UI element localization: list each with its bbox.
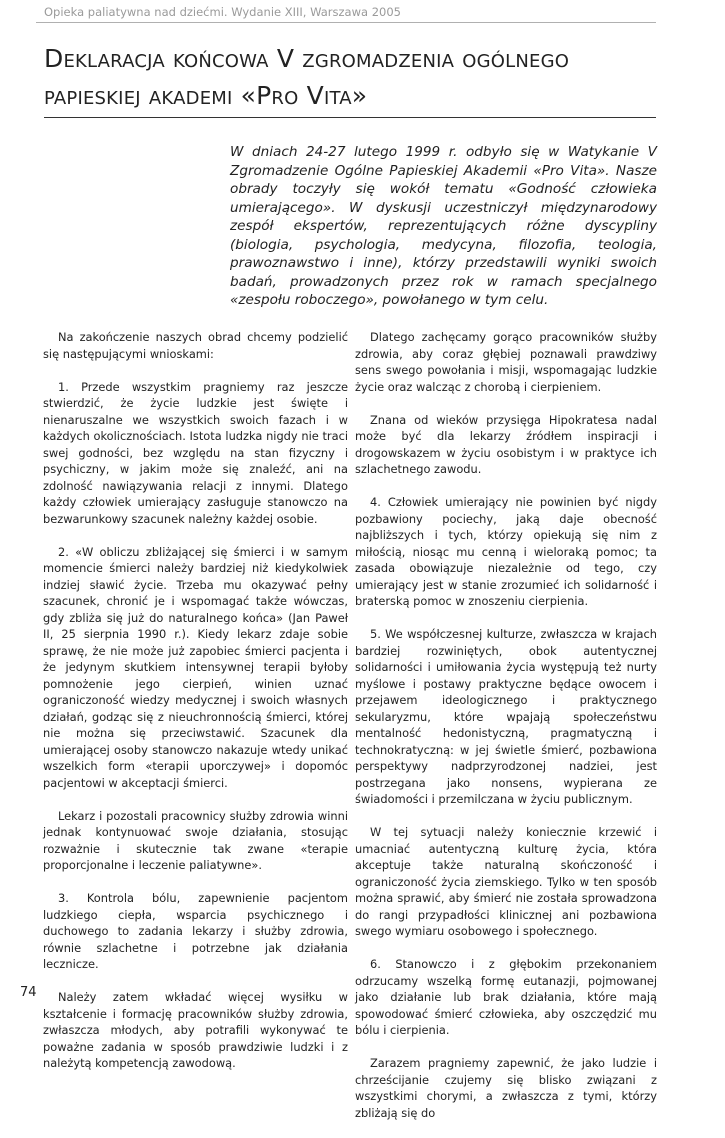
paragraph: 1. Przede wszystkim pragniemy raz jeszcze stwierdzić, że życie ludzkie jest święte i nienaruszalne we wszystkich swoich fazach i w każdych okolicznościach. Istota ludzka nigdy nie traci swej godności, bez względu na stan fizyczny i psychiczny, w jakim może się znaleźć, ani na zdolność nawiązywania relacji z innymi. Dlatego każdy człowiek umierający zasługuje stanowczo na bezwarunkowy szacunek należny każdej osobie. — [43, 379, 348, 526]
page-number: 74 — [20, 985, 37, 1000]
paragraph: 5. We współczesnej kulturze, zwłaszcza w krajach bardziej rozwiniętych, obok autentycznej solidarności i umiłowania życia występują też nurty myślowe i postawy praktyczne będące owocem i przejawem ideologicznego i praktycznego sekularyzmu, które wpajają społeczeństwu mentalność hedonistyczną, pragmatyczną i technokratyczną: w jej świetle śmierć, pozbawiona perspektywy nadprzyrodzonej nadziei, jest postrzegana jako nonsens, wypierana ze świadomości i przemilczana w życiu publicznym. — [355, 627, 657, 806]
title-line-2: papieskiej akademi «Pro Vita» — [44, 81, 368, 110]
paragraph: Na zakończenie naszych obrad chcemy podzielić się następującymi wnioskami: — [43, 330, 348, 361]
paragraph: W tej sytuacji należy koniecznie krzewić i umacniać autentyczną kulturę życia, która akceptuje także naturalną skończoność i ograniczoność życia ziemskiego. Tylko w ten sposób można sprawić, aby śmierć nie została sprowadzona do rangi przypadłości klinicznej ani pozbawiona swego wymiaru osobowego i społecznego. — [355, 825, 657, 938]
paragraph: 2. «W obliczu zbliżającej się śmierci i w samym momencie śmierci należy bardziej niż kiedykolwiek indziej sławić życie. Trzeba mu okazywać pełny szacunek, chronić je i wspomagać także wówczas, gdy zbliża się już do naturalnego końca» (Jan Paweł II, 25 sierpnia 1990 r.). Kiedy lekarz zdaje sobie sprawę, że nie może już zapobiec śmierci pacjenta i że jedynym skutkiem intensywnej terapii byłoby pomnożenie jego cierpień, winien uznać ograniczoność wiedzy medycznej i swoich własnych działań, godząc się z nieuchronnością śmierci, której nie można się przeciwstawić. Szacunek dla umierającej osoby stanowczo nakazuje wtedy unikać wszelkich form «terapii uporczywej» i dopomóc pacjentowi w akceptacji śmierci. — [43, 544, 348, 790]
paragraph: Zarazem pragniemy zapewnić, że jako ludzie i chrześcijanie czujemy się blisko związani z wszystkimi chorymi, a zwłaszcza z tymi, którzy zbliżają się do — [355, 1056, 657, 1120]
paragraph: 4. Człowiek umierający nie powinien być nigdy pozbawiony pociechy, jaką daje obecność najbliższych i tych, którzy opiekują się nim z miłością, niosąc mu cenną i wieloraką pomoc; ta zasada obowiązuje niezależnie od tego, czy umierający jest w stanie zrozumieć ich solidarność i braterską pomoc w znoszeniu cierpienia. — [355, 495, 657, 608]
paragraph: Znana od wieków przysięga Hipokratesa nadal może być dla lekarzy źródłem inspiracji i drogowskazem w życiu osobistym i w praktyce ich szlachetnego zawodu. — [355, 412, 657, 476]
title-line-1: Deklaracja końcowa V zgromadzenia ogólnego — [44, 44, 570, 73]
header-divider — [36, 22, 656, 23]
running-header: Opieka paliatywna nad dziećmi. Wydanie XIII, Warszawa 2005 — [44, 5, 401, 19]
right-column — [355, 329, 657, 1138]
paragraph: 3. Kontrola bólu, zapewnienie pacjentom ludzkiego ciepła, wsparcia psychicznego i duchowego to zadania lekarzy i służby zdrowia, równie szlachetne i potrzebne jak działania lecznicze. — [43, 891, 348, 971]
title-divider — [44, 117, 656, 118]
paragraph: Lekarz i pozostali pracownicy służby zdrowia winni jednak kontynuować swoje działania, stosując rozważnie i skutecznie tak zwane «terapie proporcjonalne i leczenie paliatywne». — [43, 808, 348, 872]
paragraph: Należy zatem wkładać więcej wysiłku w kształcenie i formację pracowników służby zdrowia, zwłaszcza młodych, aby potrafili wykonywać te poważne zadania w sposób prawdziwie ludzki i z należytą kompetencją zawodową. — [43, 990, 348, 1070]
paragraph: Dlatego zachęcamy gorąco pracowników służby zdrowia, aby coraz głębiej poznawali prawdziwy sens swego powołania i misji, wspomagając ludzkie życie oraz walcząc z chorobą i cierpieniem. — [355, 330, 657, 394]
paragraph: 6. Stanowczo i z głębokim przekonaniem odrzucamy wszelką formę eutanazji, pojmowanej jako działanie lub brak działania, które mają spowodować śmierć człowieka, aby oszczędzić mu bólu i cierpienia. — [355, 957, 657, 1037]
article-title — [44, 40, 644, 114]
intro-paragraph: W dniach 24-27 lutego 1999 r. odbyło się w Watykanie V Zgromadzenie Ogólne Papieskiej Akademii «Pro Vita». Nasze obrady toczyły się wokół tematu «Godność człowieka umierającego». W dyskusji uczestniczył międzynarodowy zespół ekspertów, reprezentujących różne dyscypliny (biologia, psychologia, medycyna, filozofia, teologia, prawoznawstwo i inne), którzy przedstawili wyniki swoich badań, prowadzonych przez rok w ramach specjalnego «zespołu roboczego», powołanego w tym celu. — [230, 144, 657, 308]
left-column — [43, 329, 348, 1088]
